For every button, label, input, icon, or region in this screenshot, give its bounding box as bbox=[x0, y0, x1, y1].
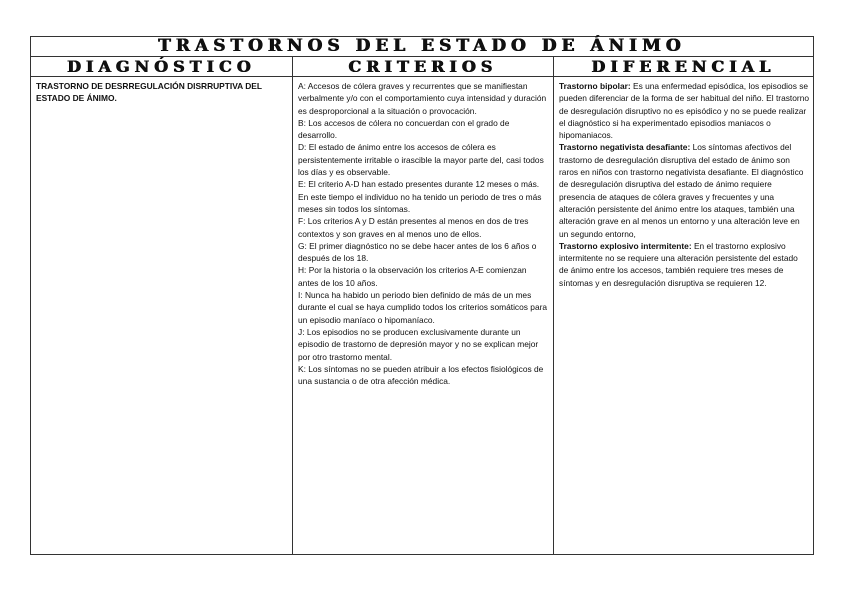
table-title: TRASTORNOS DEL ESTADO DE ÁNIMO bbox=[158, 36, 686, 56]
criterion-i: I: Nunca ha habido un periodo bien definido de más de un mes durante el cual se haya cumplido todos los criterios somáticos para un episodio maníaco o hipomaníaco. bbox=[298, 290, 548, 325]
mood-disorders-table bbox=[30, 36, 814, 555]
differential-text: En el trastorno explosivo intermitente no se requiere una alteración persistente del estado de ánimo entre los accesos, también requiere tres meses de síntomas y en desregulación disruptiva se requieren 12. bbox=[559, 240, 798, 288]
differential-explosivo bbox=[559, 240, 809, 289]
table-title-row bbox=[31, 37, 813, 57]
differential-negativista bbox=[559, 141, 809, 239]
diagnosis-cell bbox=[31, 77, 293, 554]
table-row bbox=[31, 77, 813, 554]
criterion-a: A: Accesos de cólera graves y recurrentes que se manifiestan verbalmente y/o con el comportamiento cuya intensidad y duración es desproporcional a la situación o provocación. bbox=[298, 81, 547, 116]
diagnosis-name: TRASTORNO DE DESRREGULACIÓN DISRRUPTIVA DEL ESTADO DE ÁNIMO. bbox=[36, 81, 262, 104]
header-diferencial: DIFERENCIAL bbox=[591, 56, 776, 76]
criterion-d: D: El estado de ánimo entre los accesos de cólera es persistentemente irritable o irascible la mayor parte del, casi todos los días y es observable. bbox=[298, 142, 544, 178]
criterion-f: F: Los criterios A y D están presentes al menos en dos de tres contextos y son graves en al menos uno de ellos. bbox=[298, 216, 529, 239]
criterion-e: E: El criterio A-D han estado presentes durante 12 meses o más. En este tiempo el individuo no ha tenido un periodo de tres o más meses sin todos los síntomas. bbox=[298, 179, 542, 214]
header-criterios: CRITERIOS bbox=[293, 57, 554, 76]
differential-term: Trastorno bipolar: bbox=[559, 81, 631, 91]
criterion-k: K: Los síntomas no se pueden atribuir a los efectos fisiológicos de una sustancia o de otra afección médica. bbox=[298, 363, 544, 387]
differential-term: Trastorno explosivo intermitente: bbox=[559, 240, 692, 251]
criterion-h: H: Por la historia o la observación los criterios A-E comienzan antes de los 10 años. bbox=[298, 265, 527, 288]
differential-text: Es una enfermedad episódica, los episodios se pueden diferenciar de la forma de ser habitual del niño. El trastorno de desregulación disruptivo no es episódico y no se puede realizar el diagnóstico si ha experimentado episodios maniacos o hipomaniacos. bbox=[559, 81, 810, 141]
criteria-cell bbox=[293, 77, 554, 554]
differential-bipolar bbox=[559, 80, 809, 141]
criterion-b: B: Los accesos de cólera no concuerdan con el grado de desarrollo. bbox=[298, 117, 510, 141]
header-diagnostico: DIAGNÓSTICO bbox=[31, 57, 293, 76]
differential-term: Trastorno negativista desafiante: bbox=[559, 142, 691, 153]
criterion-g: G: El primer diagnóstico no se debe hacer antes de los 6 años o después de los 18. bbox=[298, 240, 537, 264]
differential-text: Los síntomas afectivos del trastorno de desregulación disruptiva del estado de ánimo son raros en niños con trastorno negativista desafiante. El diagnóstico de desregulación disruptiva del estado de ánimo requiere presencia de ataques de cólera graves y frecuentes y una alteración persistente del ánimo entre los ataques, también una alteración grave en al menos un entorno y una alteración leve en un segundo entorno, bbox=[559, 142, 804, 239]
differential-cell bbox=[554, 77, 813, 554]
column-header-row bbox=[31, 57, 813, 77]
criterion-j: J: Los episodios no se producen exclusivamente durante un episodio de trastorno de depresión mayor y no se explican mejor por otro trastorno mental. bbox=[298, 326, 539, 362]
